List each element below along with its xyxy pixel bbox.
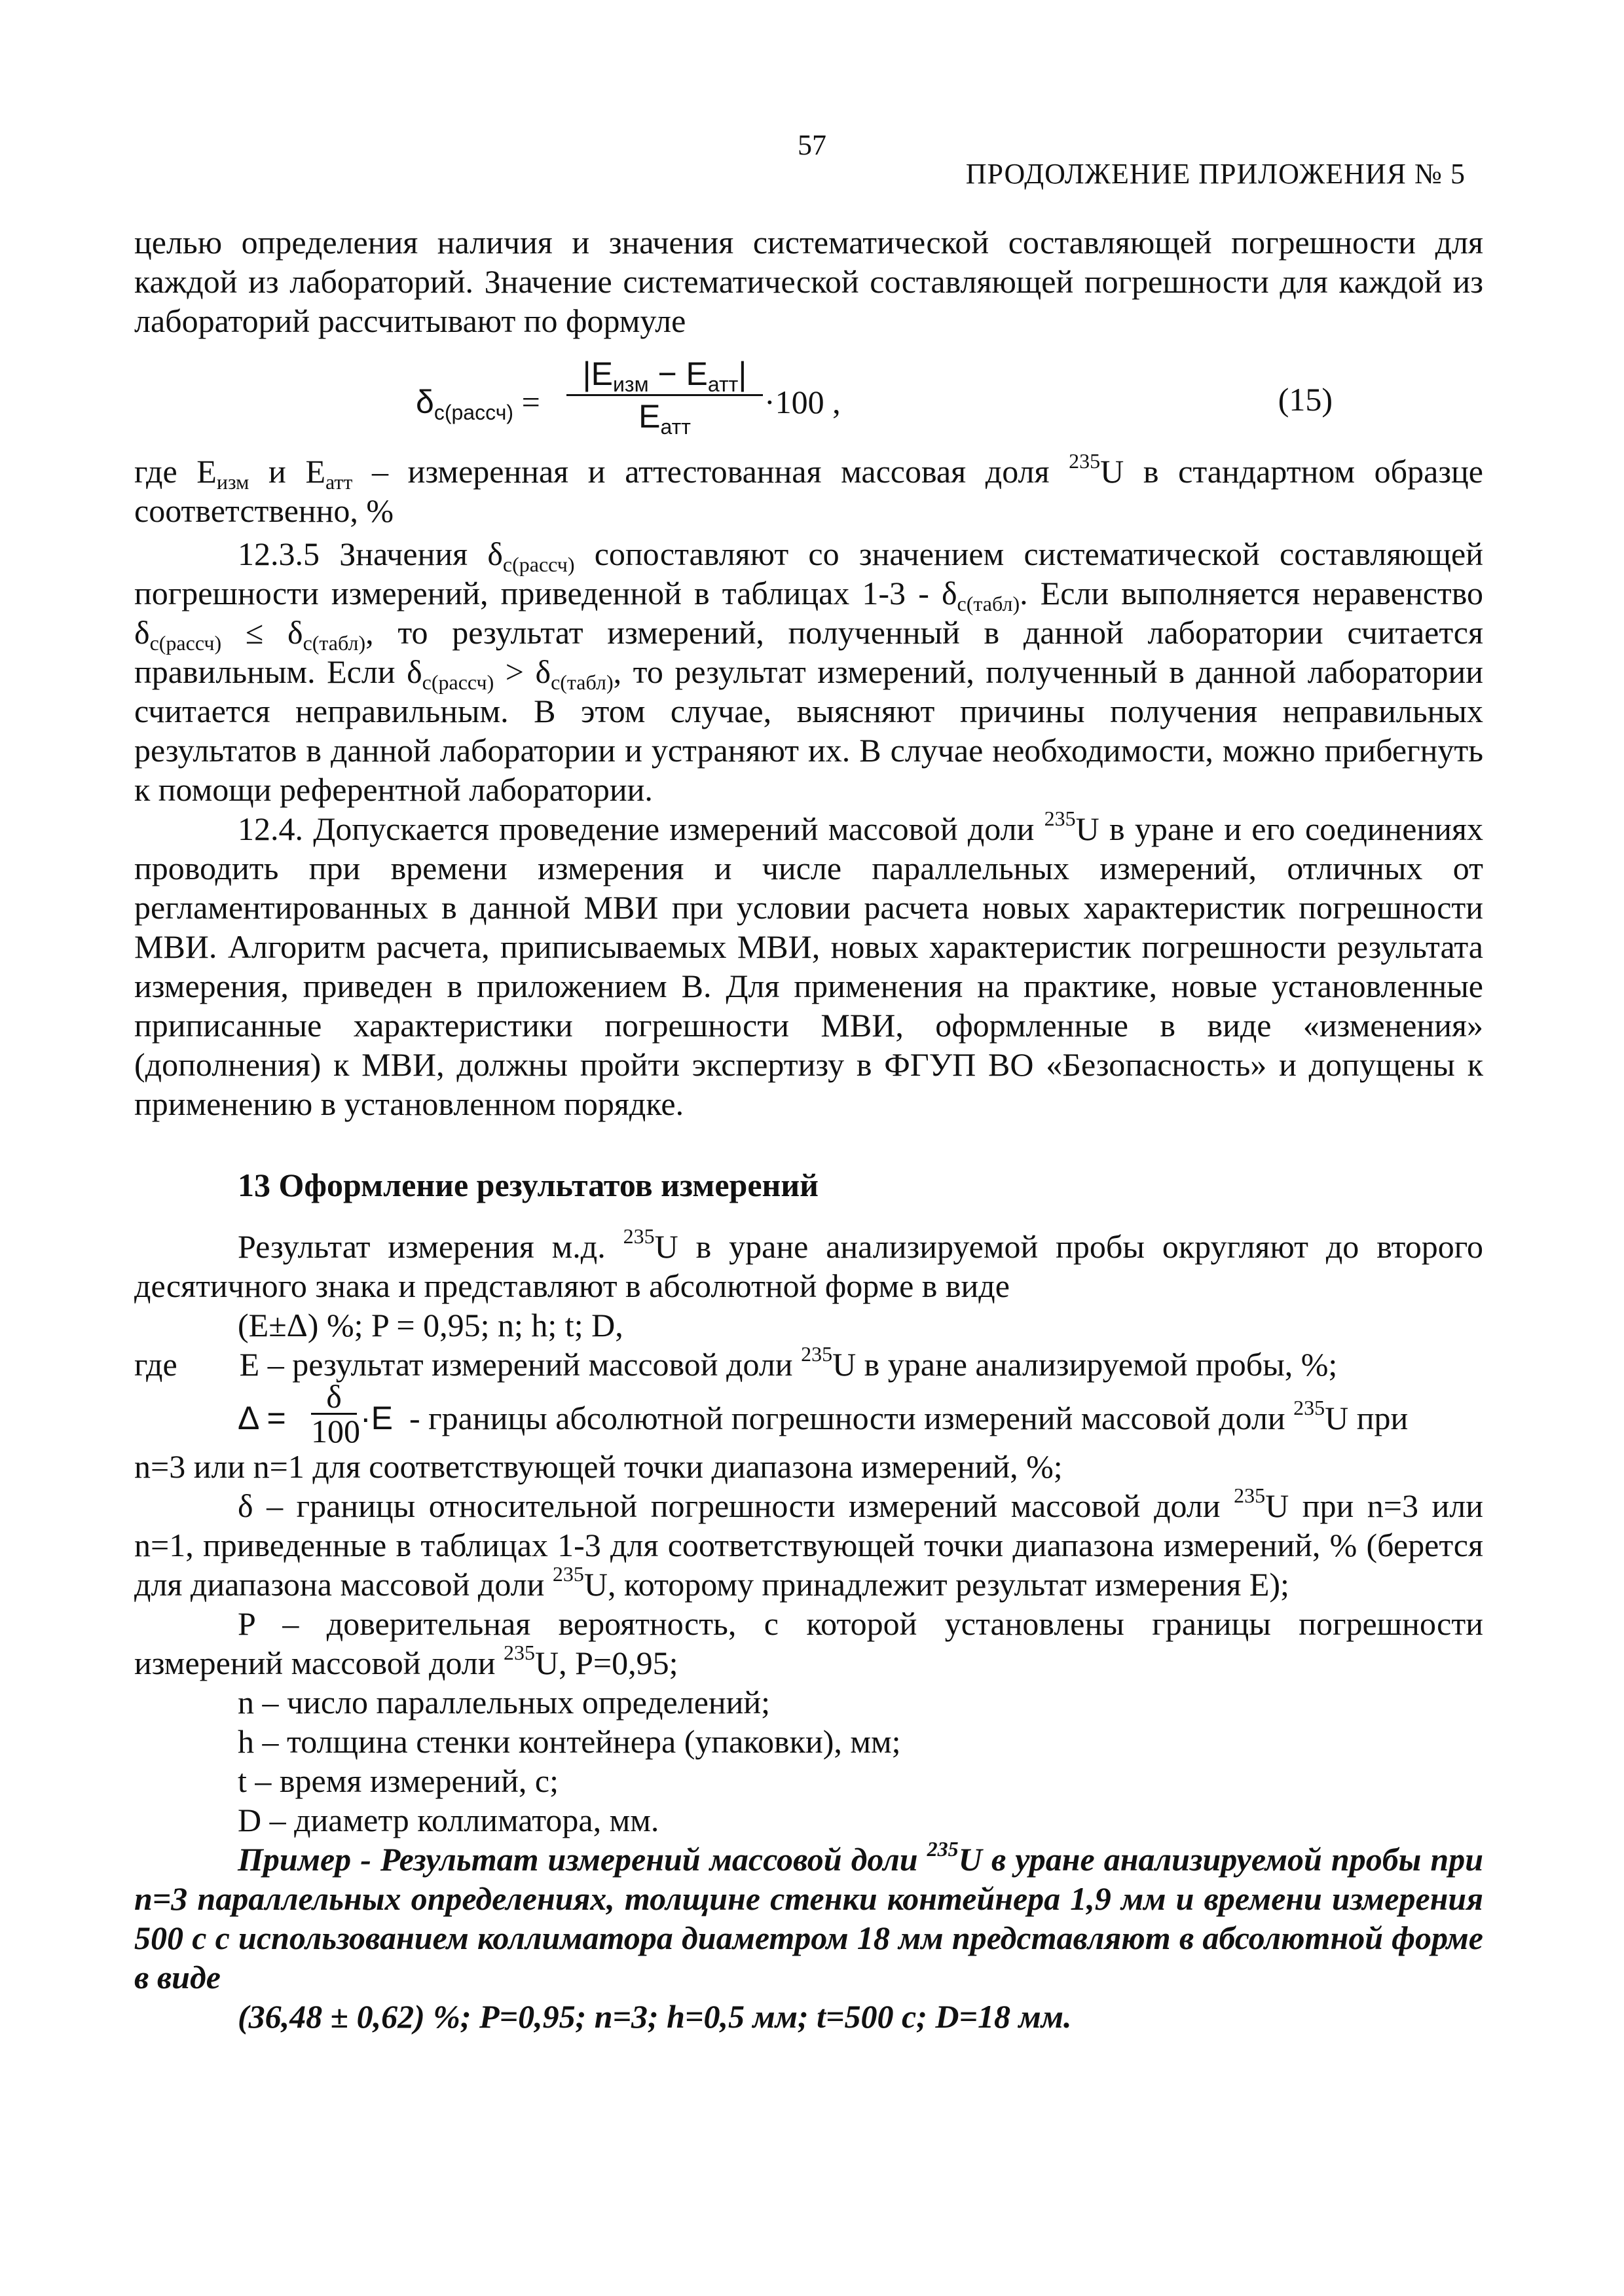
document-body bbox=[134, 223, 1483, 2036]
formula-15 bbox=[134, 354, 1483, 452]
paragraph-intro: целью определения наличия и значения систематической составляющей погрешности для каждой из лабораторий. Значение систематической составляющей погрешности для каждой из лабораторий рассчитывают по формуле bbox=[134, 224, 1483, 339]
formula-lhs: $\delta_{с(рассч)}$ = bbox=[416, 384, 540, 424]
formula-fraction bbox=[566, 354, 763, 437]
n-definition: n – число параллельных определений; bbox=[238, 1684, 771, 1721]
paragraph-12-4: 12.4. Допускается проведение измерений массовой доли $^{235}$U в уране и его соединениях проводить при времени измерения и числе параллельных измерений, отличных от регламентированных в данной МВИ при условии расчета новых характеристик погрешности МВИ. Алгоритм расчета, приписываемых МВИ, новых характеристик погрешности результата измерения, приведен в приложением В. Для применения на практике, новые установленные приписанные характеристики погрешности МВИ, оформленные в виде «изменения» (дополнения) к МВИ, должны пройти экспертизу в ФГУП ВО «Безопасность» и допущены к применению в установленном порядке. bbox=[134, 807, 1483, 1122]
P-definition: P – доверительная вероятность, с которой установлены границы погрешности измерений массовой доли $^{235}$U, P=0,95; bbox=[134, 1605, 1483, 1681]
page-number: 57 bbox=[798, 129, 826, 161]
where-definitions-1: где $E_{изм}$ и $E_{атт}$ – измеренная и аттестованная массовая доля $^{235}$U в стандартном образце соответственно, % bbox=[134, 449, 1483, 529]
delta-fraction: $\frac{\delta}{100}$ bbox=[311, 1378, 360, 1449]
example-result: (36,48 ± 0,62) %; P=0,95; n=3; h=0,5 мм; t=500 с; D=18 мм. bbox=[238, 1998, 1072, 2035]
appendix-header: ПРОДОЛЖЕНИЕ ПРИЛОЖЕНИЯ № 5 bbox=[965, 158, 1466, 190]
D-definition: D – диаметр коллиматора, мм. bbox=[238, 1802, 659, 1838]
paragraph-13-1: Результат измерения м.д. $^{235}$U в уране анализируемой пробы округляют до второго десятичного знака и представляют в абсолютной форме в виде bbox=[134, 1224, 1484, 1304]
where-E-definition: где E – результат измерений массовой доли $^{235}$U в уране анализируемой пробы, %; bbox=[134, 1342, 1338, 1383]
delta-formula-continuation: n=3 или n=1 для соответствующей точки диапазона измерений, %; bbox=[134, 1448, 1063, 1485]
paragraph-12-3-5: 12.3.5 Значения $\delta_{с(рассч)}$ сопоставляют со значением систематической составляющей погрешности измерений, приведенной в таблицах $1-3 - \delta_{с(табл)}$. Если выполняется неравенство $\delta_{с(рассч)} \le \delta_{с(табл)}$, то результат измерений, полученный в данной лаборатории считается правильным. Если $\delta_{с(рассч)} > \delta_{с(табл)}$, то результат измерений, полученный в данной лаборатории считается неправильным. В этом случае, выясняют причины получения неправильных результатов в данной лаборатории и устраняют их. В случае необходимости, можно прибегнуть к помощи референтной лаборатории. bbox=[134, 536, 1484, 808]
section-13-title: 13 Оформление результатов измерений bbox=[238, 1167, 819, 1203]
delta-definition: δ – границы относительной погрешности измерений массовой доли $^{235}$U при n=3 или n=1, приведенные в таблицах 1-3 для соответствующей точки диапазона измерений, % (берется для диапазона массовой доли $^{235}$U, которому принадлежит результат измерения E); bbox=[134, 1484, 1483, 1603]
h-definition: h – толщина стенки контейнера (упаковки), мм; bbox=[238, 1723, 901, 1760]
formula-numerator: $|E_{изм} - E_{атт}|$ bbox=[582, 355, 747, 396]
t-definition: t – время измерений, с; bbox=[238, 1762, 559, 1799]
formula-denominator: $E_{атт}$ bbox=[566, 394, 763, 437]
example-paragraph: Пример - Результат измерений массовой доли $^{235}$U в уране анализируемой пробы при n=3 параллельных определениях, толщине стенки контейнера 1,9 мм и времени измерения 500 с с использованием коллиматора диаметром 18 мм представляют в абсолютной форме в виде bbox=[134, 1837, 1483, 1995]
equation-number: (15) bbox=[1278, 381, 1333, 418]
formula-tail: ·100 , bbox=[764, 384, 841, 420]
delta-formula: Δ = $\frac{\delta}{100}$ ·E - границы абсолютной погрешности измерений массовой доли $^{235}$U при bbox=[238, 1378, 1409, 1449]
result-form: (E±Δ) %; P = 0,95; n; h; t; D, bbox=[238, 1307, 623, 1343]
